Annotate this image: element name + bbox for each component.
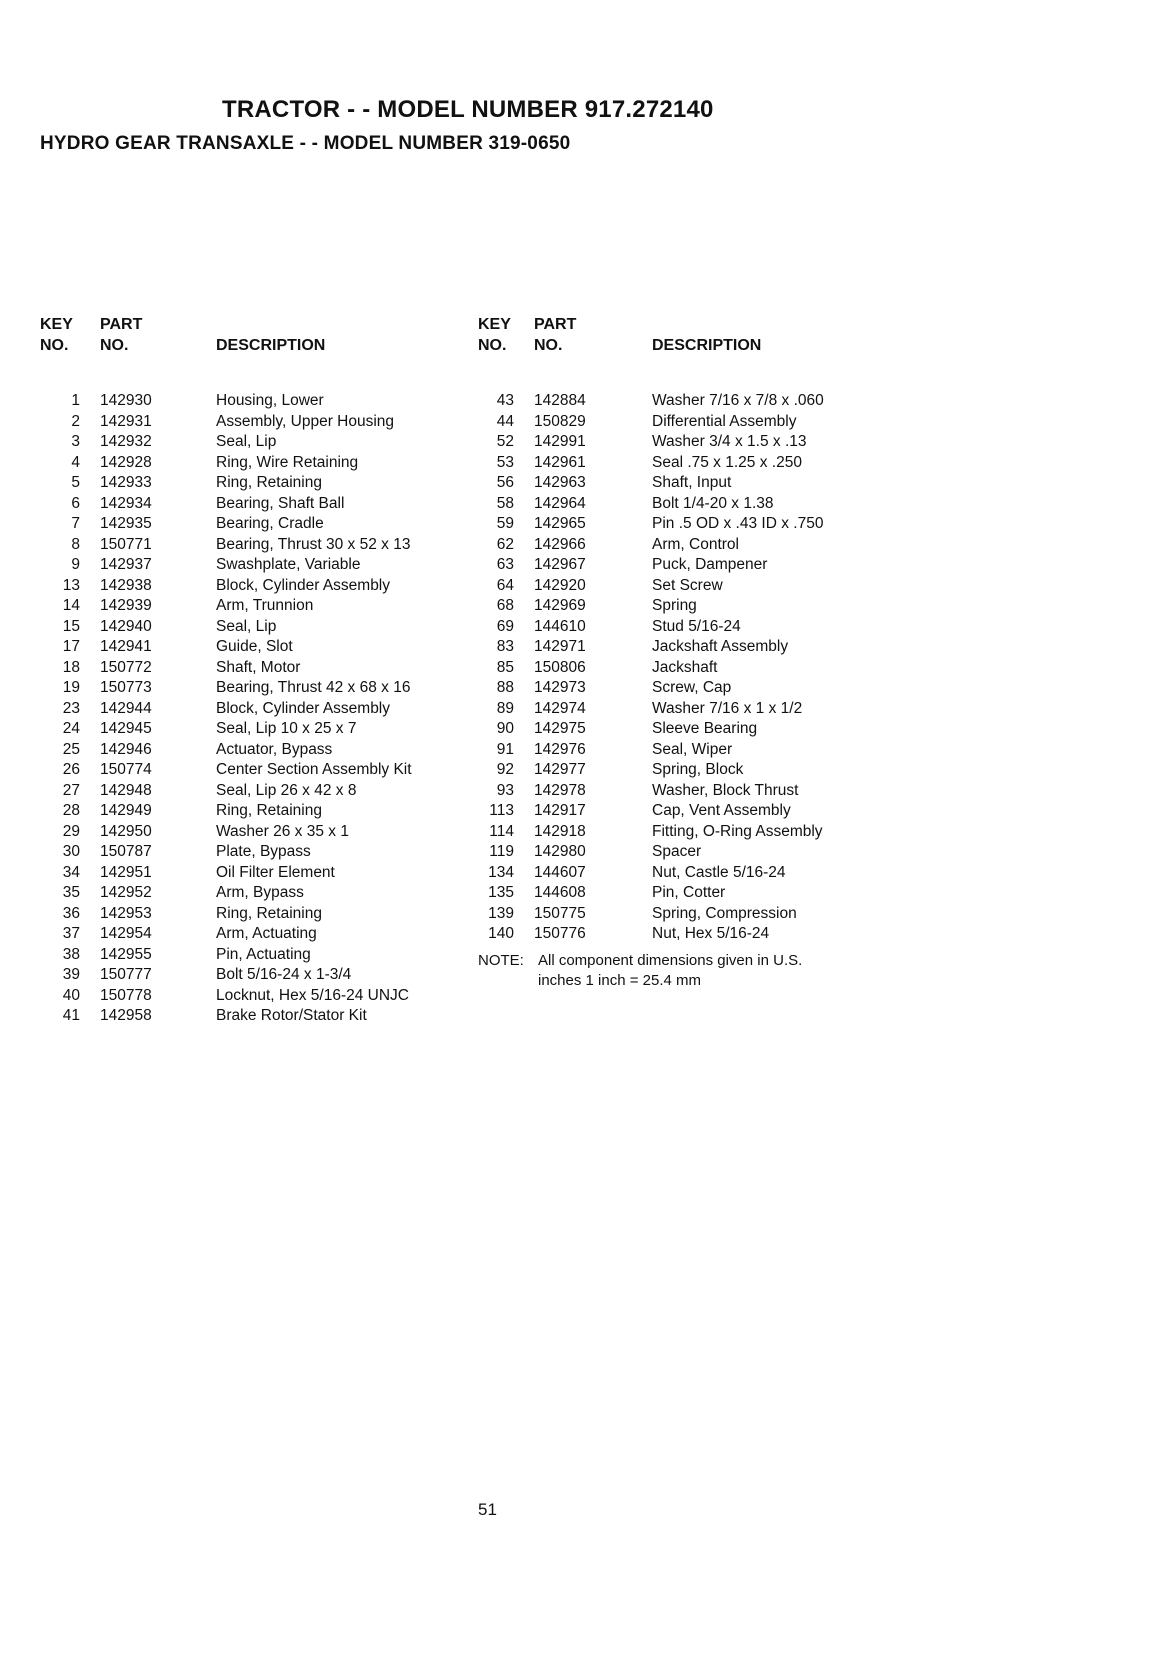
key-number: 53 [496,453,514,471]
part-header-line1: PART [534,316,577,333]
part-number: 142932 [100,433,152,450]
parts-row [40,536,440,557]
note-line1: All component dimensions given in U.S. [538,951,803,969]
part-description: Stud 5/16-24 [652,617,741,635]
key-number: 36 [62,904,80,922]
key-number: 139 [488,904,514,922]
key-number: 8 [71,535,80,553]
parts-row [478,597,918,618]
part-description: Nut, Hex 5/16-24 [652,925,770,942]
parts-row [478,495,918,516]
parts-row [40,905,440,926]
key-number: 1 [71,392,80,409]
parts-row [478,761,918,782]
part-number: 142974 [534,699,586,717]
parts-row [40,946,440,967]
part-number: 142969 [534,597,586,614]
parts-row [40,741,440,762]
parts-row [40,987,440,1008]
key-header-line2: NO. [478,337,507,354]
part-number: 142955 [100,945,152,963]
key-number: 38 [62,945,80,963]
key-header-line2: NO. [40,337,69,354]
part-number: 142951 [100,863,152,881]
key-number: 18 [62,658,80,676]
parts-column-right [478,316,918,992]
part-description: Spring, Block [652,761,744,778]
key-number: 14 [62,597,80,614]
key-header-line1: KEY [478,316,511,333]
part-number: 142964 [534,494,586,512]
part-description: Shaft, Motor [216,658,301,676]
part-number: 142967 [534,556,586,573]
part-number: 150776 [534,925,586,942]
key-number: 91 [496,740,514,758]
part-number: 142953 [100,904,152,922]
key-number: 13 [62,576,80,594]
key-number: 25 [62,740,80,758]
part-description: Ring, Retaining [216,474,322,491]
key-number: 62 [496,535,514,553]
part-description: Washer 26 x 35 x 1 [216,822,349,840]
part-description: Bolt 1/4-20 x 1.38 [652,494,774,512]
part-description: Center Section Assembly Kit [216,761,412,778]
parts-row [40,597,440,618]
part-number: 142931 [100,412,152,430]
parts-row [478,638,918,659]
part-number: 142954 [100,925,152,942]
key-number: 58 [496,494,514,512]
part-description: Arm, Bypass [216,884,304,901]
key-number: 29 [62,822,80,840]
parts-row [478,720,918,741]
part-number: 142918 [534,822,586,840]
key-number: 9 [71,556,80,573]
parts-row [40,802,440,823]
part-number: 142973 [534,679,586,696]
part-description: Seal, Lip [216,433,277,450]
part-number: 142977 [534,761,586,778]
part-number: 142966 [534,535,586,553]
part-number: 142949 [100,802,152,819]
parts-row [478,577,918,598]
key-number: 34 [62,863,80,881]
part-number: 150771 [100,535,152,553]
part-description: Arm, Actuating [216,925,317,942]
part-number: 142976 [534,740,586,758]
key-number: 64 [496,576,514,594]
parts-row [40,618,440,639]
parts-row [478,474,918,495]
part-description: Arm, Control [652,535,739,553]
part-description: Cap, Vent Assembly [652,802,791,819]
part-number: 142934 [100,494,152,512]
part-description: Ring, Wire Retaining [216,453,359,471]
part-description: Washer 7/16 x 1 x 1/2 [652,699,803,717]
part-description: Guide, Slot [216,638,293,655]
part-number: 150774 [100,761,152,778]
part-number: 142928 [100,453,152,471]
part-description: Seal, Wiper [652,740,733,758]
key-number: 113 [489,802,514,819]
part-header-line2: NO. [100,337,129,354]
key-number: 5 [71,474,80,491]
key-number: 40 [62,986,80,1004]
part-number: 142920 [534,576,586,594]
part-number: 142991 [534,433,586,450]
parts-row [478,515,918,536]
page-number: 51 [478,1500,497,1519]
parts-row [40,720,440,741]
part-description: Seal .75 x 1.25 x .250 [652,453,802,471]
parts-row [40,761,440,782]
key-number: 52 [496,433,514,450]
part-number: 142937 [100,556,152,573]
part-description: Jackshaft Assembly [652,638,789,655]
parts-row [478,823,918,844]
part-description: Set Screw [652,576,723,594]
part-number: 150775 [534,904,586,922]
part-description: Swashplate, Variable [216,556,361,573]
part-description: Washer 3/4 x 1.5 x .13 [652,433,807,450]
part-description: Spring [652,597,697,614]
key-number: 27 [62,781,80,799]
parts-row [478,782,918,803]
parts-row [40,556,440,577]
key-number: 88 [496,679,514,696]
parts-row [40,966,440,987]
key-number: 35 [62,884,80,901]
column-header [478,316,918,362]
part-description: Ring, Retaining [216,904,322,922]
key-number: 85 [496,658,514,676]
key-number: 3 [71,433,80,450]
part-description: Plate, Bypass [216,843,311,860]
part-description: Pin, Cotter [652,884,726,901]
parts-row [478,618,918,639]
key-number: 135 [488,884,514,901]
parts-row [478,864,918,885]
key-number: 39 [62,966,80,983]
parts-row [478,659,918,680]
part-number: 150787 [100,843,152,860]
part-description: Pin, Actuating [216,945,311,963]
parts-row [478,925,918,946]
part-number: 142950 [100,822,152,840]
part-number: 142941 [100,638,152,655]
key-number: 89 [496,699,514,717]
part-number: 142938 [100,576,152,594]
parts-row [40,577,440,598]
parts-row [40,638,440,659]
key-number: 69 [496,617,514,635]
part-description: Washer 7/16 x 7/8 x .060 [652,392,824,409]
parts-row [478,536,918,557]
key-header-line1: KEY [40,316,73,333]
key-number: 41 [62,1007,80,1024]
part-header-line1: PART [100,316,143,333]
parts-row [40,1007,440,1028]
parts-row [40,782,440,803]
parts-row [40,925,440,946]
part-description: Washer, Block Thrust [652,781,799,799]
part-number: 150806 [534,658,586,676]
part-number: 142975 [534,720,586,737]
part-description: Differential Assembly [652,412,797,430]
part-description: Shaft, Input [652,474,732,491]
part-number: 142930 [100,392,152,409]
key-number: 68 [496,597,514,614]
key-number: 6 [71,494,80,512]
parts-row [478,802,918,823]
part-description: Bearing, Cradle [216,515,324,532]
parts-row [40,495,440,516]
note-line2: inches 1 inch = 25.4 mm [538,971,702,989]
part-number: 144607 [534,863,586,881]
parts-row [478,454,918,475]
part-number: 142884 [534,392,586,409]
note-label: NOTE: [478,951,524,969]
column-header [40,316,440,362]
description-header: DESCRIPTION [216,337,326,354]
part-number: 150829 [534,412,586,430]
part-description: Brake Rotor/Stator Kit [216,1007,367,1024]
part-number: 142961 [534,453,586,471]
key-number: 26 [62,761,80,778]
parts-list-left [40,392,440,1028]
part-description: Bearing, Thrust 30 x 52 x 13 [216,535,411,553]
parts-row [40,392,440,413]
key-number: 17 [62,638,80,655]
parts-row [478,884,918,905]
parts-row [40,659,440,680]
description-header: DESCRIPTION [652,337,762,354]
part-number: 150777 [100,966,152,983]
part-header-line2: NO. [534,337,563,354]
parts-row [40,843,440,864]
parts-row [478,741,918,762]
part-description: Block, Cylinder Assembly [216,699,391,717]
page-title: TRACTOR - - MODEL NUMBER 917.272140 [222,96,714,123]
key-number: 28 [62,802,80,819]
part-description: Jackshaft [652,658,718,676]
key-number: 90 [496,720,514,737]
parts-row [478,413,918,434]
part-description: Seal, Lip 10 x 25 x 7 [216,720,357,737]
part-description: Seal, Lip 26 x 42 x 8 [216,781,357,799]
part-number: 144608 [534,884,586,901]
part-description: Block, Cylinder Assembly [216,576,391,594]
parts-row [478,905,918,926]
key-number: 19 [62,679,80,696]
part-number: 142978 [534,781,586,799]
part-number: 142933 [100,474,152,491]
dimensions-note [478,952,918,992]
key-number: 23 [62,699,80,717]
part-number: 142939 [100,597,152,614]
part-description: Spring, Compression [652,904,797,922]
parts-list-right [478,392,918,946]
parts-row [478,392,918,413]
key-number: 15 [62,617,80,635]
part-number: 142945 [100,720,152,737]
parts-row [478,843,918,864]
key-number: 4 [71,453,80,471]
part-number: 150778 [100,986,152,1004]
page-subtitle: HYDRO GEAR TRANSAXLE - - MODEL NUMBER 319-0650 [40,133,571,154]
part-description: Sleeve Bearing [652,720,758,737]
part-description: Assembly, Upper Housing [216,412,395,430]
parts-row [40,864,440,885]
part-number: 142948 [100,781,152,799]
key-number: 24 [62,720,80,737]
key-number: 7 [71,515,80,532]
part-description: Bolt 5/16-24 x 1-3/4 [216,966,352,983]
parts-row [40,515,440,536]
part-number: 142935 [100,515,152,532]
part-description: Fitting, O-Ring Assembly [652,822,823,840]
part-number: 150773 [100,679,152,696]
key-number: 30 [62,843,80,860]
parts-row [40,433,440,454]
part-number: 142946 [100,740,152,758]
part-description: Locknut, Hex 5/16-24 UNJC [216,986,409,1004]
part-description: Arm, Trunnion [216,597,314,614]
parts-row [40,823,440,844]
part-description: Puck, Dampener [652,556,768,573]
part-number: 142980 [534,843,586,860]
parts-row [40,474,440,495]
part-description: Housing, Lower [216,392,324,409]
part-description: Bearing, Thrust 42 x 68 x 16 [216,679,411,696]
parts-row [40,454,440,475]
parts-column-left [40,316,440,1028]
key-number: 93 [496,781,514,799]
part-description: Screw, Cap [652,679,732,696]
parts-row [40,884,440,905]
part-number: 142963 [534,474,586,491]
part-number: 142940 [100,617,152,635]
key-number: 134 [488,863,514,881]
key-number: 59 [496,515,514,532]
part-number: 142965 [534,515,586,532]
part-description: Actuator, Bypass [216,740,333,758]
key-number: 83 [496,638,514,655]
parts-row [40,413,440,434]
parts-row [478,700,918,721]
part-number: 142971 [534,638,586,655]
part-number: 142917 [534,802,586,819]
key-number: 63 [496,556,514,573]
part-number: 142944 [100,699,152,717]
key-number: 119 [489,843,514,860]
part-number: 150772 [100,658,152,676]
part-description: Nut, Castle 5/16-24 [652,863,786,881]
parts-row [478,679,918,700]
key-number: 37 [62,925,80,942]
part-description: Oil Filter Element [216,863,335,881]
parts-row [478,433,918,454]
part-number: 142952 [100,884,152,901]
key-number: 43 [496,392,514,409]
part-description: Spacer [652,843,702,860]
part-number: 144610 [534,617,586,635]
parts-row [478,556,918,577]
key-number: 2 [71,412,80,430]
key-number: 114 [489,822,514,840]
part-description: Bearing, Shaft Ball [216,494,345,512]
part-number: 142958 [100,1007,152,1024]
key-number: 56 [496,474,514,491]
part-description: Seal, Lip [216,617,277,635]
key-number: 140 [488,925,514,942]
part-description: Ring, Retaining [216,802,322,819]
key-number: 44 [496,412,514,430]
parts-row [40,700,440,721]
part-description: Pin .5 OD x .43 ID x .750 [652,515,824,532]
parts-row [40,679,440,700]
key-number: 92 [496,761,514,778]
